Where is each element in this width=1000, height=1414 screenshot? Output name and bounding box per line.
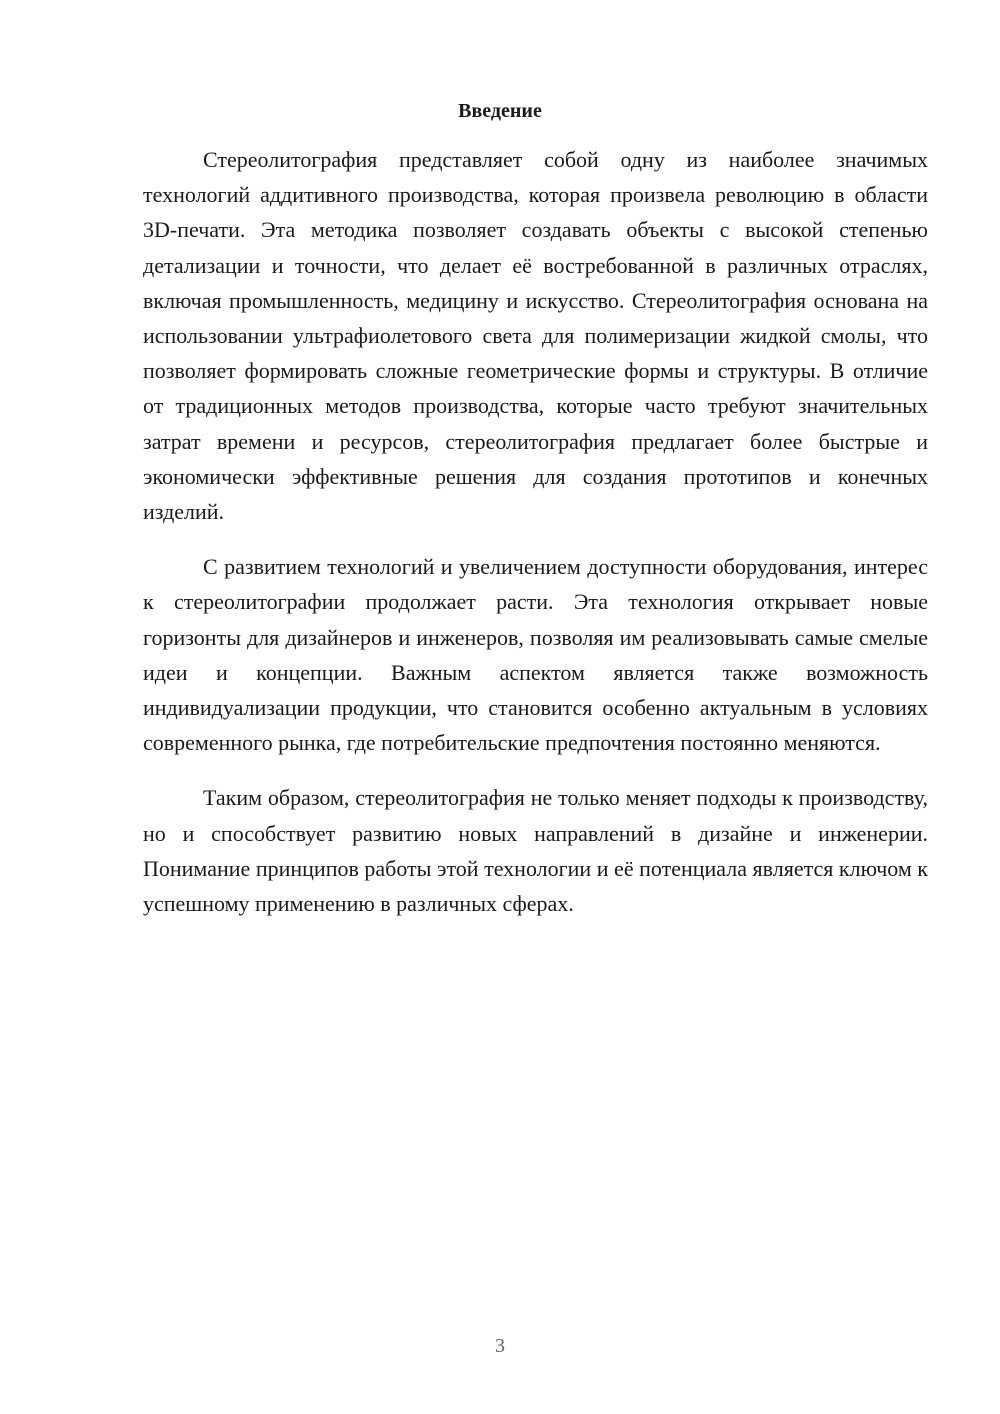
paragraph-2: С развитием технологий и увеличением доступности оборудования, интерес к стереолитографии продолжает расти. Эта технология открывает новые горизонты для дизайнеров и инженеров, позволяя им реализовывать самые смелые идеи и концепции. Важным аспектом является также возможность индивидуализации продукции, что становится особенно актуальным в условиях современного рынка, где потребительские предпочтения постоянно меняются. xyxy=(143,554,928,756)
page-title: Введение xyxy=(458,100,542,122)
body-text xyxy=(143,142,928,921)
paragraph-3: Таким образом, стереолитография не только меняет подходы к производству, но и способствует развитию новых направлений в дизайне и инженерии. Понимание принципов работы этой технологии и её потенциала является ключом к успешному применению в различных сферах. xyxy=(143,785,928,917)
page-number: 3 xyxy=(495,1335,505,1357)
paragraph-1: Стереолитография представляет собой одну из наиболее значимых технологий аддитивного производства, которая произвела революцию в области 3D-печати. Эта методика позволяет создавать объекты с высокой степенью детализации и точности, что делает её востребованной в различных отраслях, включая промышленность, медицину и искусство. Стереолитография основана на использовании ультрафиолетового света для полимеризации жидкой смолы, что позволяет формировать сложные геометрические формы и структуры. В отличие от традиционных методов производства, которые часто требуют значительных затрат времени и ресурсов, стереолитография предлагает более быстрые и экономически эффективные решения для создания прототипов и конечных изделий. xyxy=(143,147,928,525)
